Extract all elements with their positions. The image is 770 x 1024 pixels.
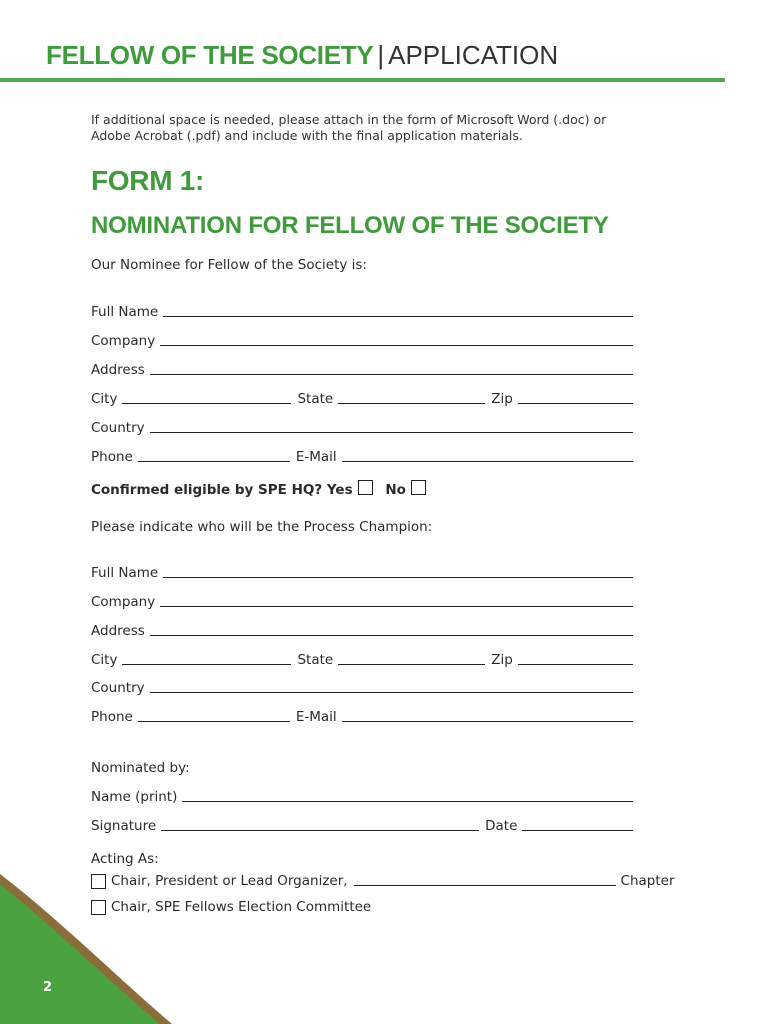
field-label: Company [91,594,156,610]
signature-input-line[interactable] [161,826,479,831]
header-title-light: APPLICATION [388,40,559,70]
state-input-line[interactable] [338,399,485,404]
field-label: Country [91,420,145,436]
input-line[interactable] [150,370,633,375]
field-label: State [297,391,334,407]
input-line[interactable] [160,602,633,607]
nominee-city-state-zip-field[interactable] [91,387,633,407]
nominee-phone-email-field[interactable] [91,445,633,465]
field-label: Full Name [91,304,159,320]
champion-phone-email-field[interactable] [91,705,633,725]
input-line[interactable] [163,573,633,578]
input-line[interactable] [163,312,633,317]
field-label: Name (print) [91,789,178,805]
champion-company-field[interactable] [91,590,633,610]
field-label: City [91,652,118,668]
field-label: Address [91,623,145,639]
instruction-note [91,112,651,144]
input-line[interactable] [160,341,633,346]
option-label: Chair, SPE Fellows Election Committee [111,899,372,915]
nominator-signature-date-field[interactable] [91,814,633,834]
champion-intro: Please indicate who will be the Process Champion: [91,519,433,535]
form-subtitle: NOMINATION FOR FELLOW OF THE SOCIETY [91,212,609,239]
chapter-input-line[interactable] [354,881,616,886]
eligibility-confirmation [91,480,426,498]
city-input-line[interactable] [122,660,291,665]
city-input-line[interactable] [122,399,291,404]
field-label: E-Mail [295,709,337,725]
field-label: Address [91,362,145,378]
header-rule [0,78,725,82]
field-label: Signature [91,818,157,834]
field-label: Phone [91,449,133,465]
form-title: FORM 1: [91,165,205,196]
champion-address-field[interactable] [91,619,633,639]
page-number: 2 [43,980,53,995]
field-label: Date [485,818,518,834]
phone-input-line[interactable] [138,717,290,722]
corner-decoration [0,870,190,1024]
confirm-label: Confirmed eligible by SPE HQ? Yes [91,482,353,498]
zip-input-line[interactable] [518,660,633,665]
option-label: Chair, President or Lead Organizer, [111,873,348,889]
email-input-line[interactable] [342,457,633,462]
email-input-line[interactable] [342,717,633,722]
instruction-line-1: If additional space is needed, please attach in the form of Microsoft Word (.doc) or [91,112,607,127]
input-line[interactable] [150,688,633,693]
field-label: Company [91,333,156,349]
nominator-name-field[interactable] [91,785,633,805]
no-checkbox[interactable] [411,480,426,495]
input-line[interactable] [150,428,633,433]
champion-city-state-zip-field[interactable] [91,648,633,668]
field-label: State [297,652,334,668]
nominee-country-field[interactable] [91,416,633,436]
input-line[interactable] [182,797,633,802]
page-header [46,40,558,71]
nominated-by-intro: Nominated by: [91,760,190,776]
field-label: Full Name [91,565,159,581]
nominee-company-field[interactable] [91,329,633,349]
champion-full-name-field[interactable] [91,561,633,581]
nominee-intro: Our Nominee for Fellow of the Society is: [91,257,367,273]
instruction-line-2: Adobe Acrobat (.pdf) and include with the final application materials. [91,128,523,143]
acting-as-intro: Acting As: [91,851,159,867]
field-label: City [91,391,118,407]
field-label: Country [91,680,145,696]
champion-country-field[interactable] [91,676,633,696]
field-label: E-Mail [295,449,337,465]
field-label: Phone [91,709,133,725]
header-title-bold: FELLOW OF THE SOCIETY [46,40,374,70]
option-suffix: Chapter [620,873,675,889]
nominee-address-field[interactable] [91,358,633,378]
nominee-full-name-field[interactable] [91,300,633,320]
no-label: No [385,482,406,498]
field-label: Zip [491,652,513,668]
field-label: Zip [491,391,513,407]
phone-input-line[interactable] [138,457,290,462]
zip-input-line[interactable] [518,399,633,404]
header-separator: | [377,40,385,70]
yes-checkbox[interactable] [358,480,373,495]
state-input-line[interactable] [338,660,485,665]
input-line[interactable] [150,631,633,636]
date-input-line[interactable] [522,826,633,831]
